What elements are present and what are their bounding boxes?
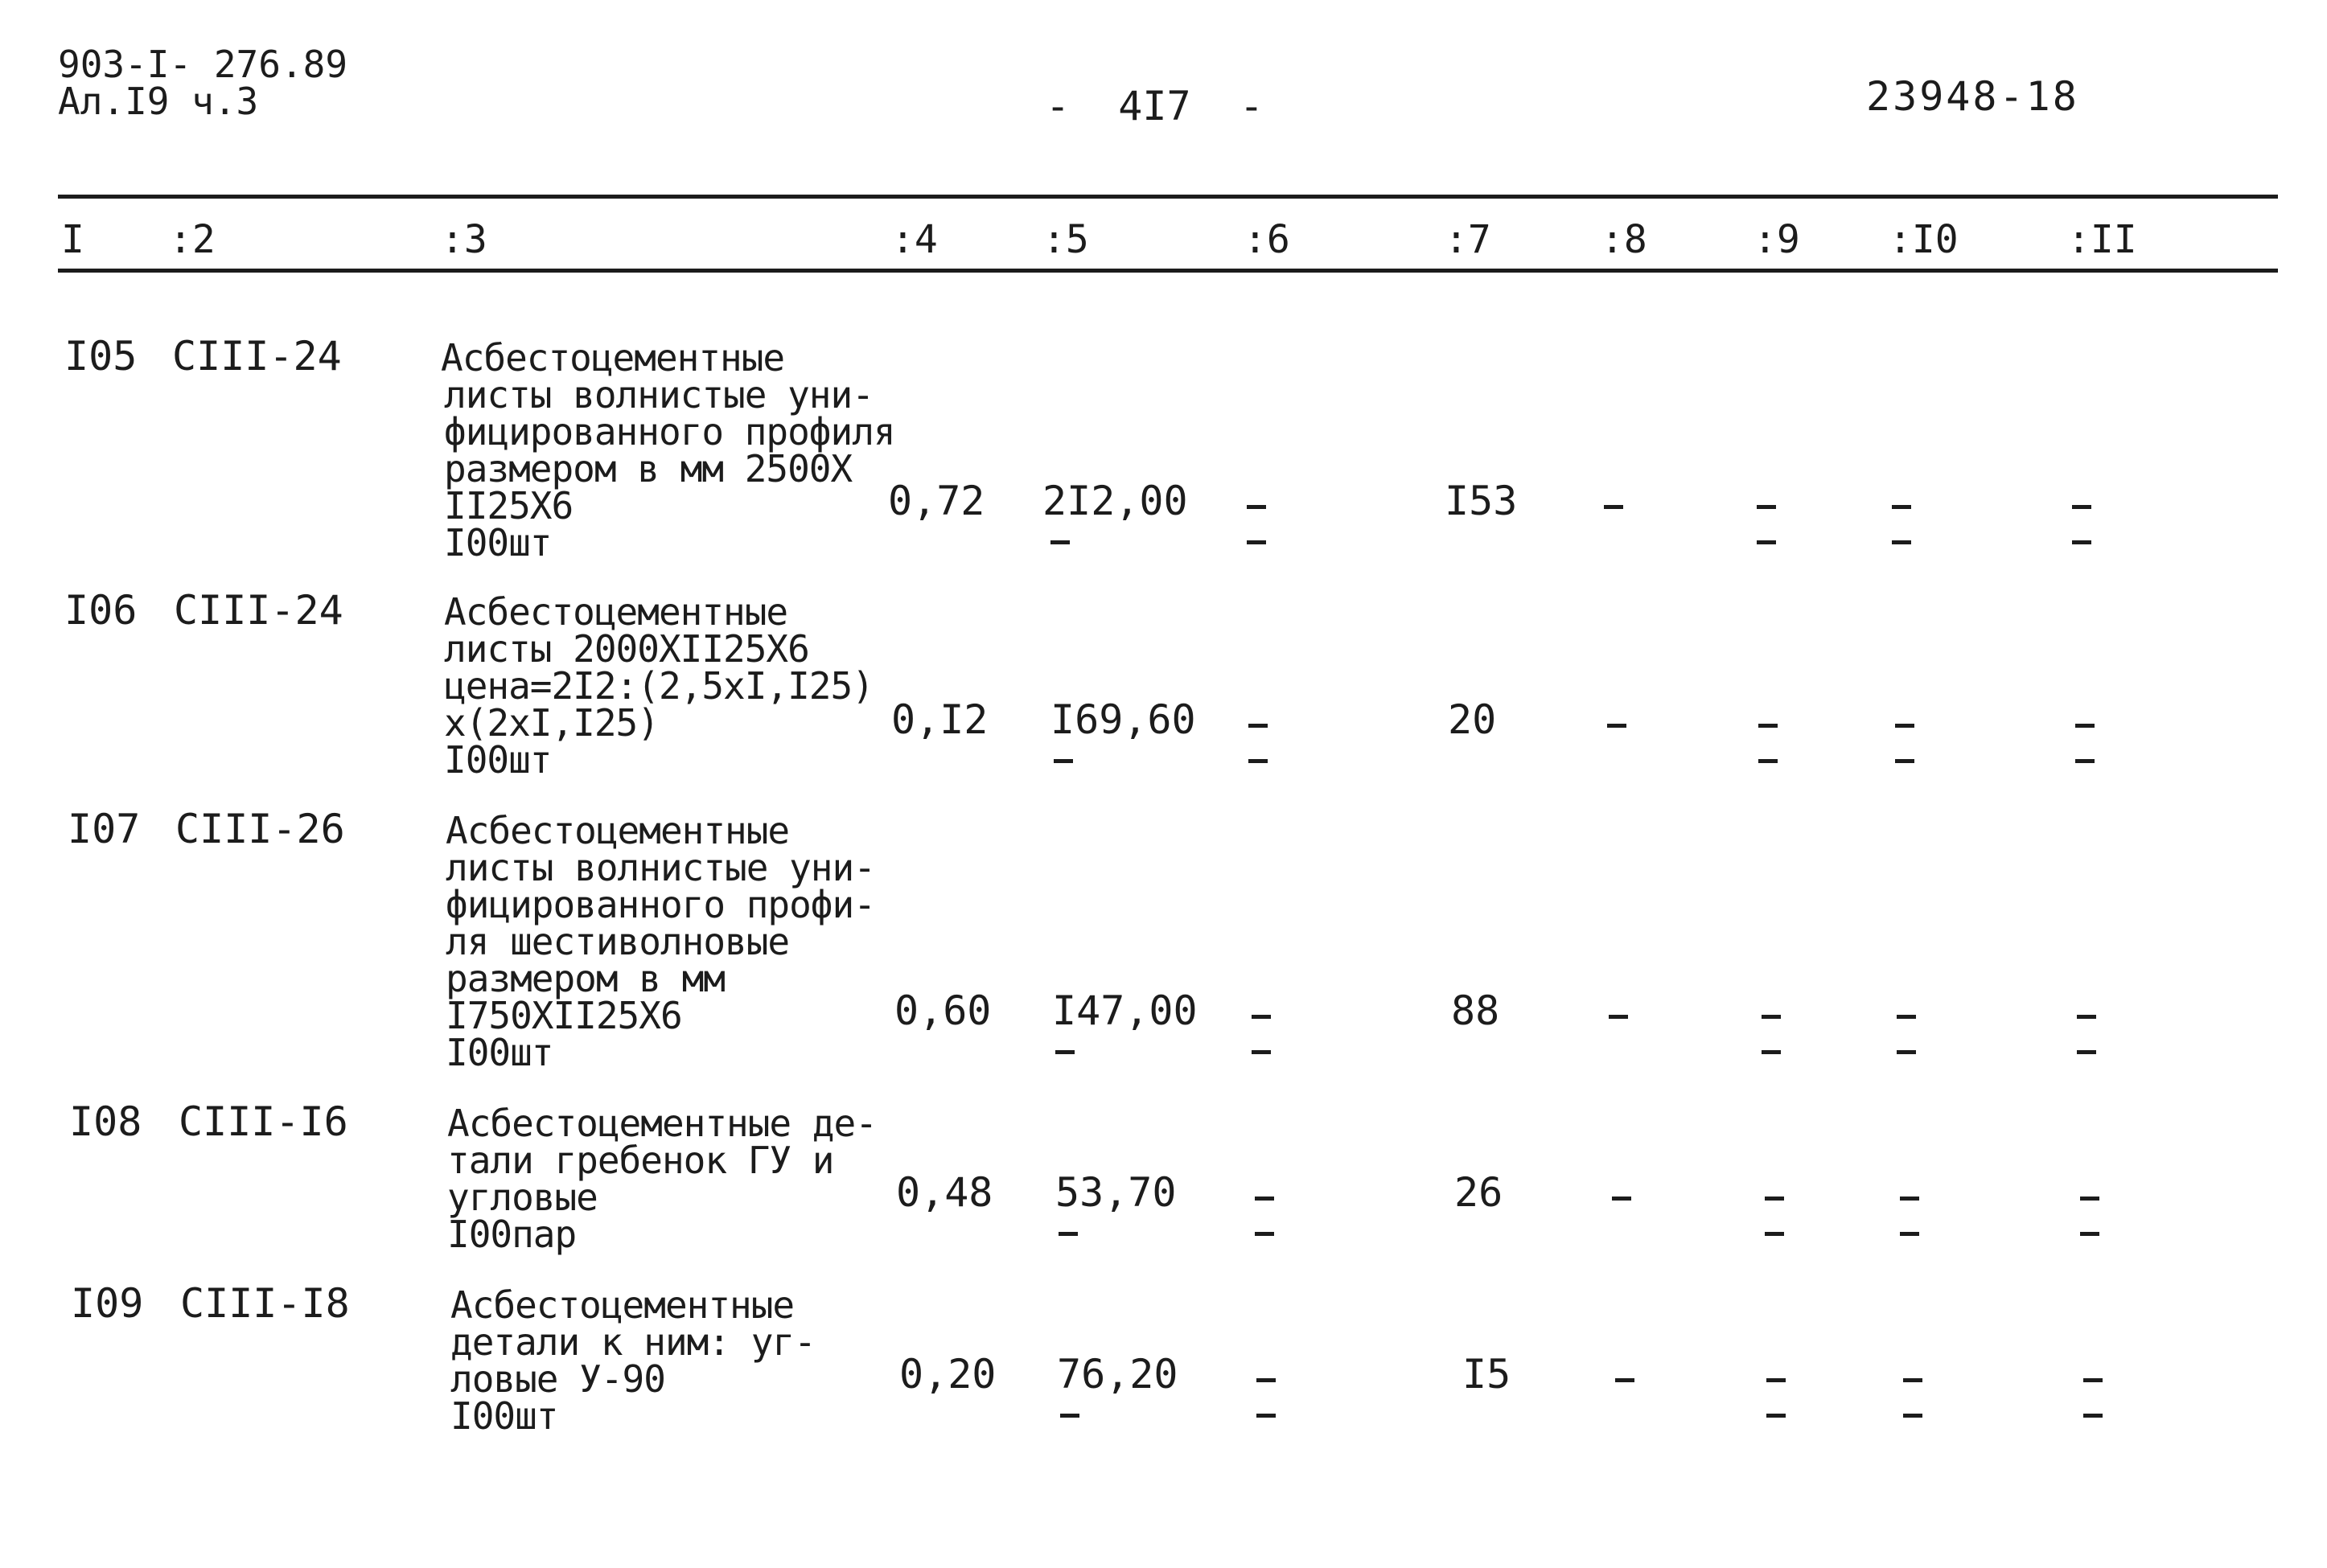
- dash-mark: [1248, 759, 1268, 763]
- dash-mark: [2080, 1232, 2099, 1236]
- row-name-line: II25Х6: [444, 484, 574, 527]
- row-name-line: I00шт: [450, 1394, 558, 1438]
- row-name-line: угловые: [447, 1176, 598, 1219]
- dash-mark: [1765, 1232, 1784, 1236]
- row-number: I07: [68, 806, 141, 852]
- dash-mark: [1256, 1378, 1276, 1382]
- row-name-line: листы волнистые уни-: [444, 373, 874, 417]
- row-number: I06: [64, 587, 138, 634]
- dash-mark: [1059, 1232, 1078, 1236]
- dash-mark: [2080, 1197, 2099, 1201]
- row-name-line: I750ХII25Х6: [446, 994, 682, 1037]
- row-col4: 0,I2: [891, 696, 989, 743]
- row-name-line: I00шт: [446, 1031, 553, 1074]
- row-name-line: детали к ним: уг-: [450, 1320, 816, 1364]
- row-name-line: Асбестоцементные: [450, 1283, 795, 1327]
- row-name-line: Асбестоцементные: [441, 336, 785, 380]
- row-code: СIII-26: [175, 806, 345, 852]
- row-code: СIII-24: [174, 587, 343, 634]
- row-name-line: листы 2000ХII25Х6: [444, 627, 809, 671]
- dash-mark: [1607, 724, 1626, 728]
- row-name-line: фицированного профи-: [446, 883, 875, 926]
- dash-mark: [1256, 1414, 1276, 1418]
- row-name-line: Асбестоцементные: [444, 590, 788, 634]
- dash-mark: [1255, 1197, 1274, 1201]
- row-col5: 76,20: [1057, 1351, 1178, 1398]
- dash-mark: [2075, 759, 2095, 763]
- row-name-line: х(2хI,I25): [444, 701, 659, 745]
- dash-mark: [1900, 1197, 1919, 1201]
- row-col5: I69,60: [1050, 696, 1196, 743]
- table-top-rule: [58, 195, 2278, 199]
- row-name-line: ля шестиволновые: [446, 920, 790, 963]
- column-header: :5: [1042, 217, 1089, 262]
- dash-mark: [1903, 1414, 1922, 1418]
- row-name-line: ловые У-90: [450, 1357, 665, 1401]
- dash-mark: [1892, 505, 1911, 509]
- dash-mark: [1757, 540, 1776, 544]
- row-name-line: цена=2I2:(2,5хI,I25): [444, 664, 874, 708]
- column-header: :2: [169, 217, 216, 262]
- document-code: 903-I- 276.89: [58, 43, 348, 86]
- dash-mark: [2075, 724, 2095, 728]
- row-col7: 26: [1454, 1169, 1503, 1216]
- row-col4: 0,60: [894, 987, 992, 1034]
- dash-mark: [1892, 540, 1911, 544]
- dash-mark: [1612, 1197, 1631, 1201]
- table-header-rule: [58, 269, 2278, 273]
- row-code: СIII-I6: [179, 1098, 348, 1145]
- row-name-line: I00шт: [444, 521, 552, 564]
- dash-mark: [1766, 1414, 1786, 1418]
- column-header: :9: [1753, 217, 1800, 262]
- column-header: :6: [1244, 217, 1290, 262]
- dash-mark: [1897, 1015, 1916, 1019]
- dash-mark: [1766, 1378, 1786, 1382]
- row-name-line: фицированного профиля: [444, 410, 895, 454]
- dash-mark: [1255, 1232, 1274, 1236]
- dash-mark: [1762, 1015, 1781, 1019]
- dash-mark: [1247, 540, 1266, 544]
- dash-mark: [1897, 1050, 1916, 1054]
- dash-mark: [1609, 1015, 1628, 1019]
- dash-mark: [1903, 1378, 1922, 1382]
- row-col5: I47,00: [1052, 987, 1198, 1034]
- row-col4: 0,20: [899, 1351, 997, 1398]
- page-number: - 4I7 -: [1046, 83, 1264, 129]
- dash-mark: [2083, 1378, 2103, 1382]
- dash-mark: [2077, 1015, 2096, 1019]
- dash-mark: [1758, 759, 1778, 763]
- row-code: СIII-24: [172, 333, 342, 380]
- dash-mark: [1247, 505, 1266, 509]
- row-col7: 88: [1451, 987, 1500, 1034]
- dash-mark: [1050, 540, 1070, 544]
- column-header: :4: [891, 217, 938, 262]
- row-col7: 20: [1448, 696, 1497, 743]
- row-col4: 0,48: [896, 1169, 993, 1216]
- column-header: I: [61, 217, 84, 262]
- row-name-line: Асбестоцементные: [446, 809, 790, 852]
- dash-mark: [1252, 1015, 1271, 1019]
- dash-mark: [1604, 505, 1623, 509]
- dash-mark: [1895, 724, 1914, 728]
- inventory-number: 23948-18: [1866, 73, 2079, 120]
- row-col7: I53: [1445, 478, 1518, 524]
- dash-mark: [1054, 759, 1073, 763]
- row-name-line: размером в мм: [446, 957, 726, 1000]
- dash-mark: [1248, 724, 1268, 728]
- dash-mark: [1060, 1414, 1079, 1418]
- dash-mark: [2083, 1414, 2103, 1418]
- dash-mark: [1762, 1050, 1781, 1054]
- row-name-line: размером в мм 2500Х: [444, 447, 853, 491]
- column-header: :8: [1601, 217, 1647, 262]
- dash-mark: [1895, 759, 1914, 763]
- album-reference: Ал.I9 ч.3: [58, 80, 259, 123]
- row-number: I09: [71, 1280, 144, 1327]
- dash-mark: [2072, 505, 2091, 509]
- dash-mark: [1055, 1050, 1075, 1054]
- dash-mark: [1758, 724, 1778, 728]
- dash-mark: [1900, 1232, 1919, 1236]
- dash-mark: [2072, 540, 2091, 544]
- column-header: :3: [441, 217, 487, 262]
- row-name-line: листы волнистые уни-: [446, 846, 875, 889]
- row-name-line: Асбестоцементные де-: [447, 1102, 877, 1145]
- dash-mark: [2077, 1050, 2096, 1054]
- column-header: :I0: [1889, 217, 1959, 262]
- row-number: I08: [69, 1098, 142, 1145]
- column-header: :7: [1445, 217, 1491, 262]
- row-name-line: тали гребенок ГУ и: [447, 1139, 834, 1182]
- row-name-line: I00шт: [444, 738, 552, 782]
- row-col5: 2I2,00: [1042, 478, 1188, 524]
- dash-mark: [1765, 1197, 1784, 1201]
- row-number: I05: [64, 333, 138, 380]
- row-code: СIII-I8: [180, 1280, 350, 1327]
- dash-mark: [1615, 1378, 1634, 1382]
- row-name-line: I00пар: [447, 1213, 577, 1256]
- row-col7: I5: [1462, 1351, 1511, 1398]
- row-col5: 53,70: [1055, 1169, 1177, 1216]
- row-col4: 0,72: [888, 478, 985, 524]
- column-header: :II: [2067, 217, 2137, 262]
- dash-mark: [1252, 1050, 1271, 1054]
- dash-mark: [1757, 505, 1776, 509]
